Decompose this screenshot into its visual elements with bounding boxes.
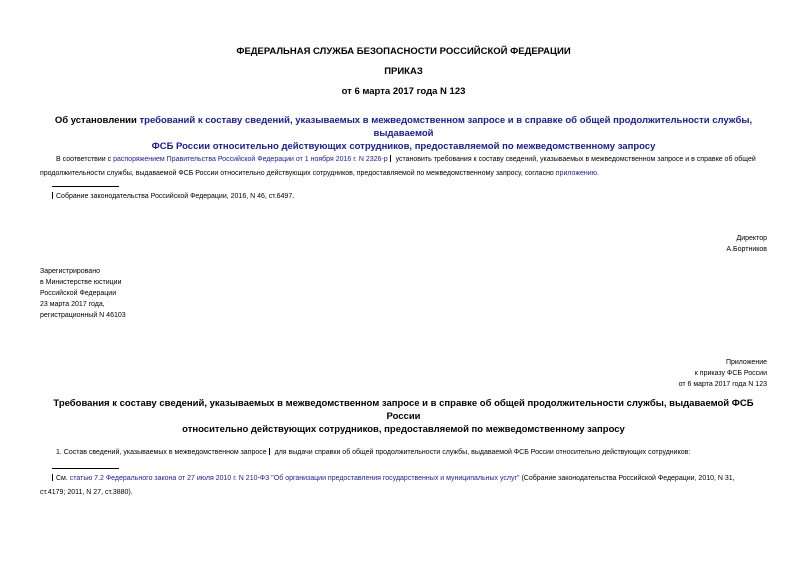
registration-line: 23 марта 2017 года, bbox=[40, 301, 105, 308]
footnote-marker[interactable] bbox=[269, 448, 270, 455]
agency-heading: ФЕДЕРАЛЬНАЯ СЛУЖБА БЕЗОПАСНОСТИ РОССИЙСКОЙ ФЕДЕРАЦИИ bbox=[236, 46, 571, 57]
footnote-2: См. статью 7.2 Федерального закона от 27 июля 2010 г. N 210-ФЗ "Об организации предоставления государственных и муниципальных услуг" (Собрание законодательства Российской Федерации, 2010, N 31, ст.4179; 2011, N 27, ст.3880). bbox=[52, 472, 767, 500]
appendix-reference bbox=[679, 357, 767, 390]
registration-line: в Министерстве юстиции bbox=[40, 279, 122, 286]
preamble-mid: установить требования к составу сведений, указываемых в межведомственном запросе и в справке об общей bbox=[393, 156, 756, 163]
signature-name: А.Бортников bbox=[726, 246, 767, 253]
footnote-separator bbox=[52, 186, 119, 187]
registration-line: регистрационный N 46103 bbox=[40, 312, 126, 319]
preamble-lead: В соответствии с bbox=[56, 156, 114, 163]
order-title-prefix: Об установлении bbox=[54, 115, 140, 126]
appendix-link[interactable]: приложению bbox=[555, 170, 597, 177]
doc-type-heading: ПРИКАЗ bbox=[384, 66, 423, 77]
federal-law-link[interactable]: статью 7.2 Федерального закона от 27 июля 2010 г. N 210-ФЗ "Об организации предоставления государственных и муниципальных услуг" bbox=[69, 475, 520, 482]
signature-position: Директор bbox=[736, 235, 767, 242]
appendix-title: Требования к составу сведений, указываемых в межведомственном запросе и в справке об общей продолжительности службы, выдаваемой ФСБ России относительно действующих сотрудников, предоставляемой по межведомственному запросу bbox=[53, 398, 754, 435]
signature-block bbox=[726, 233, 767, 255]
appendix-ref-line: к приказу ФСБ России bbox=[694, 370, 767, 377]
preamble-paragraph: В соответствии с распоряжением Правительства Российской Федерации от 1 ноября 2016 г. N 2326-р установить требования к составу сведений, указываемых в межведомственном запросе и в справке об общей продолжительности службы, выдаваемой ФСБ России относительно действующих сотрудников, предоставляемой по межведомственному запросу, согласно приложению. bbox=[40, 156, 756, 177]
government-decree-link[interactable]: распоряжением Правительства Российской Федерации от 1 ноября 2016 г. N 2326-р bbox=[113, 156, 388, 163]
registration-line: Российской Федерации bbox=[40, 290, 117, 297]
item-1-paragraph: 1. Состав сведений, указываемых в межведомственном запросе для выдачи справки об общей продолжительности службы, выдаваемой ФСБ России относительно действующих сотрудников: bbox=[56, 449, 691, 456]
registration-line: Зарегистрировано bbox=[40, 268, 100, 275]
footnote-marker bbox=[52, 192, 53, 199]
footnote-2-line2: ст.4179; 2011, N 27, ст.3880). bbox=[40, 489, 133, 496]
registration-block bbox=[40, 266, 126, 321]
footnote-marker bbox=[52, 474, 53, 481]
appendix-ref-line: от 6 марта 2017 года N 123 bbox=[678, 381, 767, 388]
order-title-link[interactable]: требований к составу сведений, указываемых в межведомственном запросе и в справке об общей продолжительности службы, выдаваемой ФСБ России относительно действующих сотрудников, предоставляемой по межведомственному запросу bbox=[139, 115, 753, 152]
footnote-marker[interactable] bbox=[390, 155, 391, 162]
appendix-ref-line: Приложение bbox=[725, 359, 767, 366]
date-number-heading: от 6 марта 2017 года N 123 bbox=[341, 86, 466, 97]
footnote-separator bbox=[52, 468, 119, 469]
order-title bbox=[40, 114, 767, 153]
preamble-line2: продолжительности службы, выдаваемой ФСБ России относительно действующих сотрудников, предоставляемой по межведомственному запросу, согласно bbox=[40, 170, 556, 177]
footnote-1: Собрание законодательства Российской Федерации, 2016, N 46, ст.6497. bbox=[52, 190, 294, 204]
